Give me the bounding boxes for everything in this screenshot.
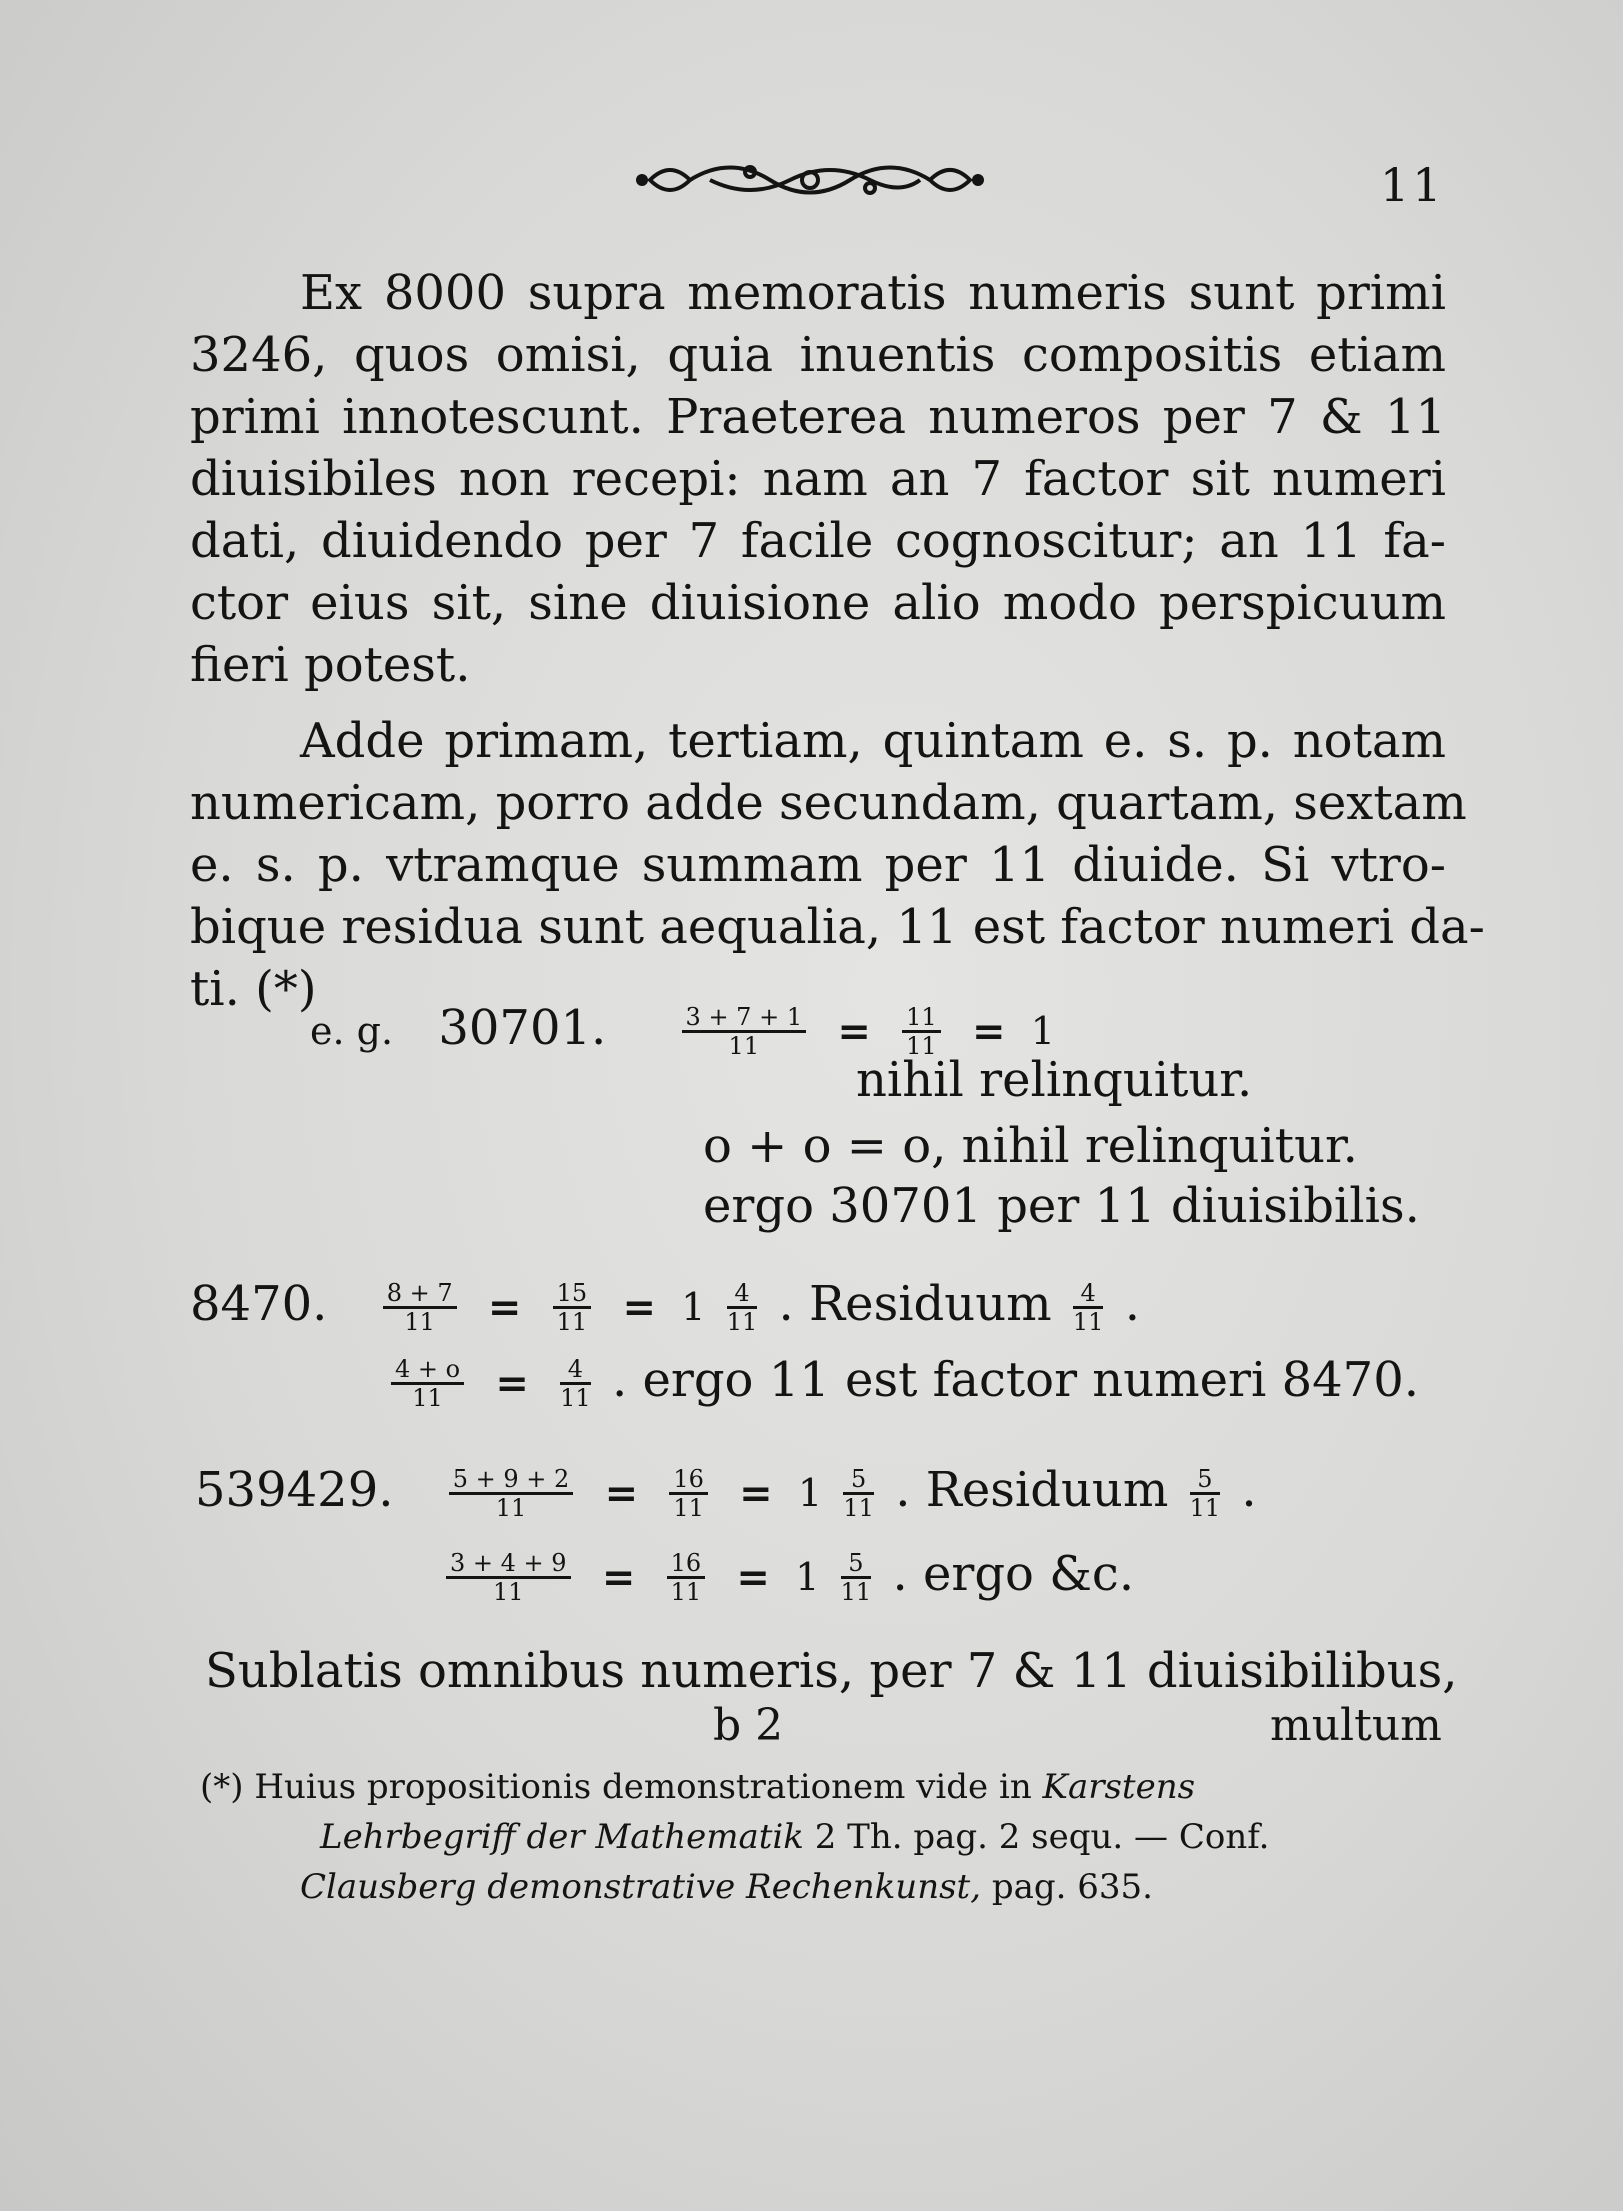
equals-sign: =: [487, 1284, 522, 1331]
fraction: [449, 1466, 574, 1521]
fraction-denominator: 11: [906, 1032, 937, 1060]
text-line: ti. (*): [190, 961, 317, 1017]
fraction-numerator: 5: [841, 1550, 872, 1579]
example-539429-row-2: [440, 1546, 1134, 1605]
fraction-numerator: 4: [560, 1356, 591, 1385]
fraction: [841, 1550, 872, 1605]
equals-sign: =: [837, 1008, 871, 1055]
paragraph-3: [205, 1640, 1458, 1702]
fraction-denominator: 11: [840, 1578, 872, 1606]
text-line: numericam, porro adde secundam, quartam, sextam: [190, 775, 1467, 831]
whole-part: 1: [681, 1285, 706, 1329]
equals-sign: =: [971, 1008, 1006, 1055]
text-line: Sublatis omnibus numeris, per 7 & 11 diuisibilibus,: [205, 1643, 1458, 1699]
equals-sign: =: [601, 1554, 636, 1601]
footnote-line: [200, 1762, 1450, 1812]
equals-sign: =: [495, 1360, 529, 1407]
fraction-numerator: 3 + 4 + 9: [446, 1550, 571, 1579]
book-title: Clausberg demonstrative Rechenkunst,: [300, 1867, 982, 1907]
paragraph-2: [190, 710, 1485, 1020]
example-8470-row-1: [190, 1276, 1140, 1335]
fraction-numerator: 16: [669, 1466, 708, 1495]
page-number: 11: [1380, 158, 1445, 212]
book-title: Lehrbegriff der Mathematik: [320, 1817, 804, 1857]
fraction-numerator: 11: [902, 1004, 941, 1033]
fraction: [553, 1280, 592, 1335]
fraction-denominator: 11: [673, 1494, 704, 1522]
example-prefix: e. g.: [310, 1009, 394, 1053]
example-30701-row-3: o + o = o, nihil relinquitur.: [703, 1118, 1358, 1174]
equals-sign: =: [739, 1470, 773, 1517]
fraction-denominator: 11: [404, 1308, 435, 1336]
fraction: [383, 1280, 457, 1335]
footnote: [200, 1762, 1450, 1912]
text-line: fieri potest.: [190, 637, 471, 693]
text-line: e. s. p. vtramque summam per 11 diuide. Si vtro-: [190, 837, 1446, 893]
equals-sign: =: [736, 1554, 770, 1601]
fraction-numerator: 5 + 9 + 2: [449, 1466, 574, 1495]
fraction: [446, 1550, 571, 1605]
fraction-denominator: 11: [1072, 1308, 1104, 1336]
whole-part: 1: [795, 1555, 820, 1599]
fraction: [1190, 1466, 1221, 1521]
fraction-numerator: 5: [843, 1466, 874, 1495]
fraction-denominator: 11: [728, 1032, 760, 1060]
example-539429-row-1: [195, 1462, 1257, 1521]
example-30701-row-1: [310, 1000, 1055, 1059]
fraction-denominator: 11: [726, 1308, 758, 1336]
text-line: ctor eius sit, sine diuisione alio modo perspicuum: [190, 575, 1446, 631]
catchword: multum: [1270, 1700, 1442, 1751]
period: .: [1124, 1276, 1140, 1332]
fraction-numerator: 16: [667, 1550, 706, 1579]
fraction: [667, 1550, 706, 1605]
conclusion-text: . ergo &c.: [892, 1546, 1135, 1602]
fraction-denominator: 11: [560, 1384, 591, 1412]
fraction-numerator: 4 + o: [391, 1356, 464, 1385]
fraction-denominator: 11: [495, 1494, 527, 1522]
fraction-denominator: 11: [412, 1384, 443, 1412]
fraction: [1073, 1280, 1104, 1335]
example-number: 539429.: [195, 1462, 394, 1518]
result-value: 1: [1030, 1009, 1055, 1053]
text-line: Adde primam, tertiam, quintam e. s. p. notam: [300, 713, 1446, 769]
text-line: 3246, quos omisi, quia inuentis compositis etiam: [190, 327, 1446, 383]
residuum-label: . Residuum: [778, 1276, 1052, 1332]
equals-sign: =: [604, 1470, 639, 1517]
fraction: [727, 1280, 758, 1335]
example-30701-row-2: nihil relinquitur.: [856, 1052, 1253, 1108]
signature-mark: b 2: [713, 1700, 784, 1751]
text-line: Ex 8000 supra memoratis numeris sunt primi: [300, 265, 1446, 321]
fraction-numerator: 8 + 7: [383, 1280, 457, 1309]
paragraph-1: [190, 262, 1446, 696]
fraction: [669, 1466, 708, 1521]
fraction-numerator: 4: [1073, 1280, 1104, 1309]
footnote-text: (*) Huius propositionis demonstrationem vide in: [200, 1767, 1043, 1807]
fraction-denominator: 11: [843, 1494, 874, 1522]
fraction-denominator: 11: [493, 1578, 524, 1606]
ornament-headpiece: [630, 150, 990, 210]
fraction: [560, 1356, 591, 1411]
fraction-numerator: 5: [1190, 1466, 1221, 1495]
fraction-denominator: 11: [670, 1578, 702, 1606]
footnote-line: [200, 1862, 1450, 1912]
fraction-numerator: 3 + 7 + 1: [682, 1004, 807, 1033]
fraction: [843, 1466, 874, 1521]
example-30701-row-4: ergo 30701 per 11 diuisibilis.: [703, 1178, 1420, 1234]
author-name: Karstens: [1042, 1767, 1196, 1807]
fraction: [902, 1004, 941, 1059]
example-8470-row-2: [385, 1352, 1419, 1411]
text-line: diuisibiles non recepi: nam an 7 factor sit numeri: [190, 451, 1446, 507]
footnote-text: pag. 635.: [981, 1867, 1153, 1907]
fraction: [682, 1004, 807, 1059]
fraction-numerator: 15: [553, 1280, 592, 1309]
text-line: primi innotescunt. Praeterea numeros per 7 & 11: [190, 389, 1446, 445]
period: .: [1241, 1462, 1257, 1518]
whole-part: 1: [797, 1471, 823, 1515]
text-line: dati, diuidendo per 7 facile cognoscitur; an 11 fa-: [190, 513, 1446, 569]
footnote-line: [200, 1812, 1450, 1862]
fraction-denominator: 11: [1189, 1494, 1221, 1522]
fraction-denominator: 11: [556, 1308, 588, 1336]
residuum-label: . Residuum: [895, 1462, 1169, 1518]
text-line: bique residua sunt aequalia, 11 est factor numeri da-: [190, 899, 1485, 955]
example-number: 8470.: [190, 1276, 328, 1332]
fraction: [391, 1356, 464, 1411]
conclusion-text: . ergo 11 est factor numeri 8470.: [611, 1352, 1419, 1408]
example-number: 30701.: [438, 1000, 607, 1056]
footnote-text: 2 Th. pag. 2 sequ. — Conf.: [803, 1817, 1270, 1857]
fraction-numerator: 4: [727, 1280, 758, 1309]
equals-sign: =: [622, 1284, 656, 1331]
